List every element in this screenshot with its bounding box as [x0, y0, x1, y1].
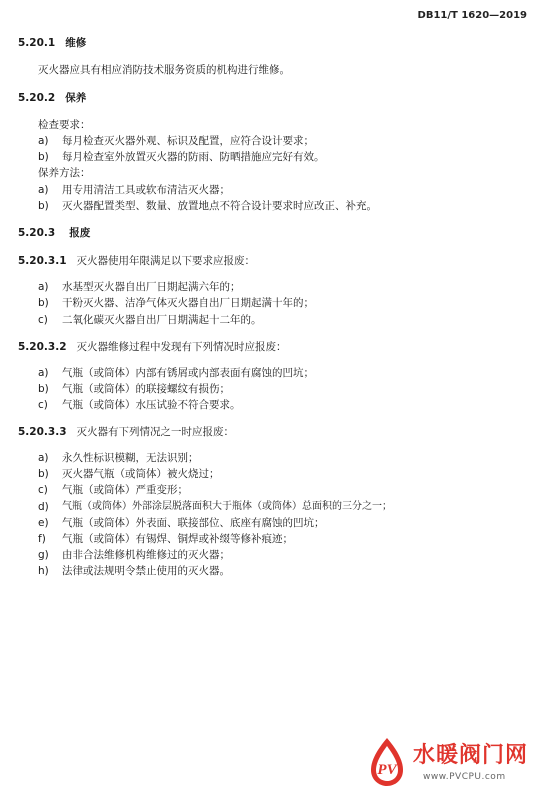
list-marker: b)	[38, 151, 49, 163]
pv-logo-icon	[365, 736, 409, 788]
list-marker: a)	[38, 367, 49, 379]
list-marker: g)	[38, 549, 49, 561]
sub-label: 检查要求：	[38, 119, 91, 131]
list-text: 灭火器气瓶（或筒体）被火烧过；	[62, 468, 220, 480]
list-text: 干粉灭火器、洁净气体灭火器自出厂日期起满十年的；	[62, 297, 314, 309]
section-heading-5-20-3	[18, 226, 90, 240]
paragraph: 灭火器应具有相应消防技术服务资质的机构进行维修。	[38, 64, 290, 76]
list-marker: h)	[38, 565, 49, 577]
list-text: 气瓶（或筒体）内部有锈屑或内部表面有腐蚀的凹坑；	[62, 367, 314, 379]
section-number: 5.20.3	[18, 227, 56, 239]
list-text: 灭火器配置类型、数量、放置地点不符合设计要求时应改正、补充。	[62, 200, 377, 212]
list-marker: b)	[38, 383, 49, 395]
section-number: 5.20.1	[18, 37, 56, 49]
list-text: 水基型灭火器自出厂日期起满六年的；	[62, 281, 241, 293]
list-text: 法律或法规明令禁止使用的灭火器。	[62, 565, 230, 577]
clause-text: 灭火器维修过程中发现有下列情况时应报废：	[76, 341, 287, 353]
list-marker: b)	[38, 468, 49, 480]
list-marker: e)	[38, 517, 49, 529]
list-text: 永久性标识模糊，无法识别；	[62, 452, 199, 464]
list-text: 气瓶（或筒体）的联接螺纹有损伤；	[62, 383, 230, 395]
clause-heading-5-20-3-3	[18, 425, 234, 439]
list-text: 二氧化碳灭火器自出厂日期满起十二年的。	[62, 314, 262, 326]
clause-number: 5.20.3.3	[18, 426, 67, 438]
list-text: 气瓶（或筒体）严重变形；	[62, 484, 188, 496]
section-title: 保养	[65, 92, 87, 104]
clause-text: 灭火器使用年限满足以下要求应报废：	[76, 255, 255, 267]
sub-label: 保养方法：	[38, 167, 91, 179]
list-marker: d)	[38, 501, 49, 513]
list-text: 气瓶（或筒体）水压试验不符合要求。	[62, 399, 241, 411]
standard-code: DB11/T 1620—2019	[417, 10, 527, 21]
list-text: 每月检查室外放置灭火器的防雨、防晒措施应完好有效。	[62, 151, 325, 163]
section-heading-5-20-2	[18, 91, 86, 105]
list-text: 气瓶（或筒体）外表面、联接部位、底座有腐蚀的凹坑；	[62, 517, 325, 529]
list-marker: b)	[38, 297, 49, 309]
site-watermark	[365, 732, 535, 794]
list-marker: a)	[38, 135, 49, 147]
clause-text: 灭火器有下列情况之一时应报废：	[76, 426, 234, 438]
list-text: 气瓶（或筒体）有锡焊、铜焊或补缀等修补痕迹；	[62, 533, 293, 545]
list-text: 气瓶（或筒体）外部涂层脱落面积大于瓶体（或筒体）总面积的三分之一；	[62, 501, 392, 512]
clause-heading-5-20-3-2	[18, 340, 287, 354]
list-marker: c)	[38, 484, 48, 496]
list-marker: a)	[38, 281, 49, 293]
list-text: 每月检查灭火器外观、标识及配置，应符合设计要求；	[62, 135, 314, 147]
watermark-url: www.PVCPU.com	[423, 772, 506, 782]
section-title: 维修	[65, 37, 87, 49]
list-marker: c)	[38, 314, 48, 326]
watermark-title: 水暖阀门网	[413, 743, 529, 768]
svg-text:PV: PV	[377, 762, 397, 778]
list-marker: f)	[38, 533, 46, 545]
list-marker: a)	[38, 184, 49, 196]
list-text: 由非合法维修机构维修过的灭火器；	[62, 549, 230, 561]
section-number: 5.20.2	[18, 92, 56, 104]
clause-number: 5.20.3.1	[18, 255, 67, 267]
list-marker: a)	[38, 452, 49, 464]
list-marker: b)	[38, 200, 49, 212]
section-heading-5-20-1	[18, 36, 86, 50]
clause-heading-5-20-3-1	[18, 254, 255, 268]
list-text: 用专用清洁工具或软布清洁灭火器；	[62, 184, 230, 196]
list-marker: c)	[38, 399, 48, 411]
clause-number: 5.20.3.2	[18, 341, 67, 353]
section-title: 报废	[69, 227, 91, 239]
